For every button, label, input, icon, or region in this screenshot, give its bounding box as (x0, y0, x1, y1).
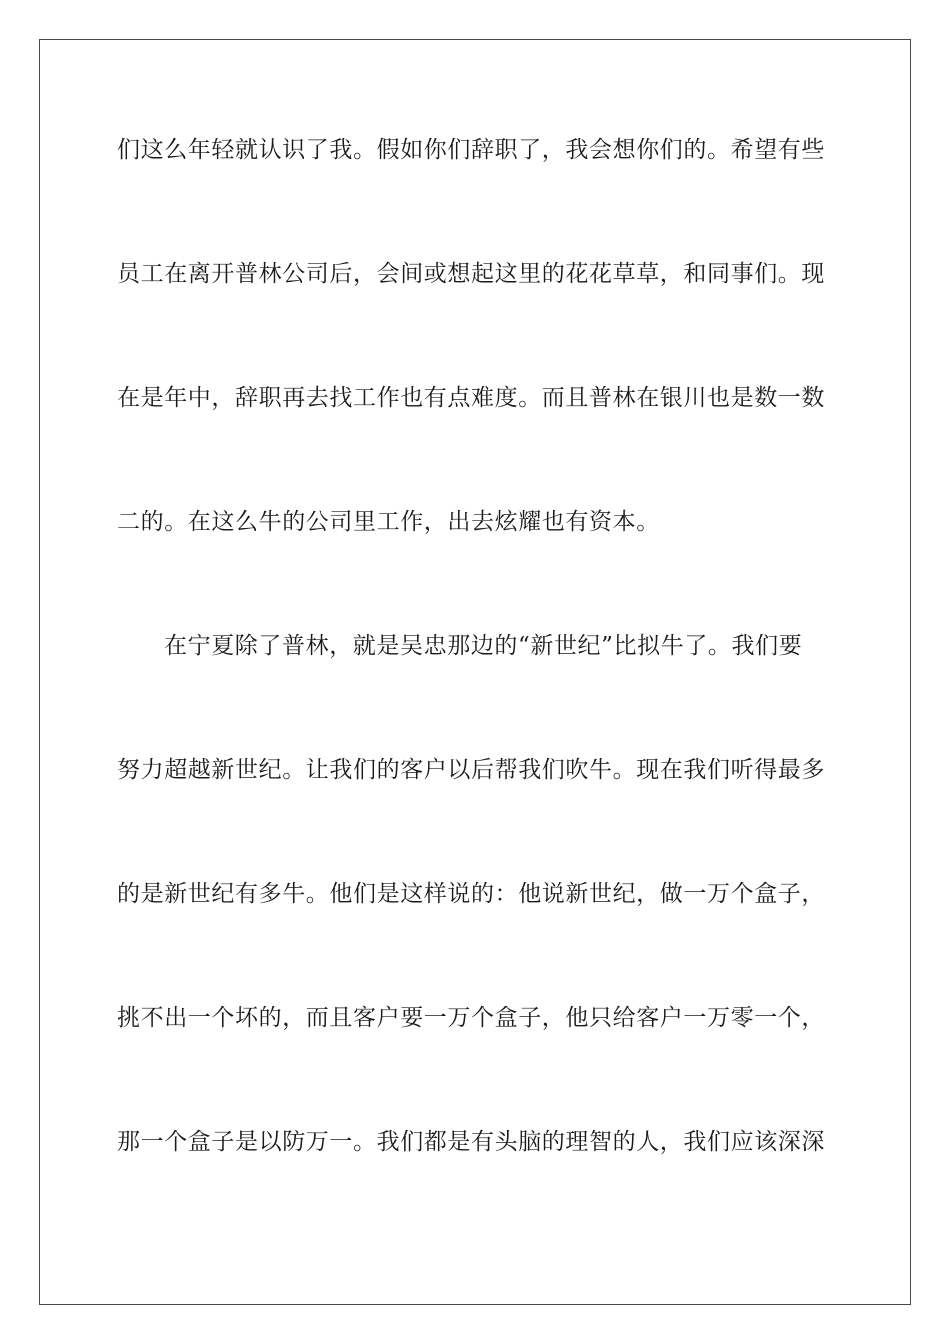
text-line: 在是年中，辞职再去找工作也有点难度。而且普林在银川也是数一数 (117, 385, 825, 411)
text-line: 挑不出一个坏的，而且客户要一万个盒子，他只给客户一万零一个， (117, 1005, 825, 1031)
page-border (39, 39, 911, 1305)
text-line: 们这么年轻就认识了我。假如你们辞职了，我会想你们的。希望有些 (117, 137, 825, 163)
text-line: 那一个盒子是以防万一。我们都是有头脑的理智的人，我们应该深深 (117, 1129, 825, 1155)
text-line: 努力超越新世纪。让我们的客户以后帮我们吹牛。现在我们听得最多 (117, 757, 825, 783)
text-line: 二的。在这么牛的公司里工作，出去炫耀也有资本。 (117, 509, 660, 535)
paragraph-first-line: 在宁夏除了普林，就是吴忠那边的“新世纪”比拟牛了。我们要 (164, 633, 803, 659)
text-line: 员工在离开普林公司后，会间或想起这里的花花草草，和同事们。现 (117, 261, 825, 287)
text-line: 的是新世纪有多牛。他们是这样说的：他说新世纪，做一万个盒子， (117, 881, 825, 907)
